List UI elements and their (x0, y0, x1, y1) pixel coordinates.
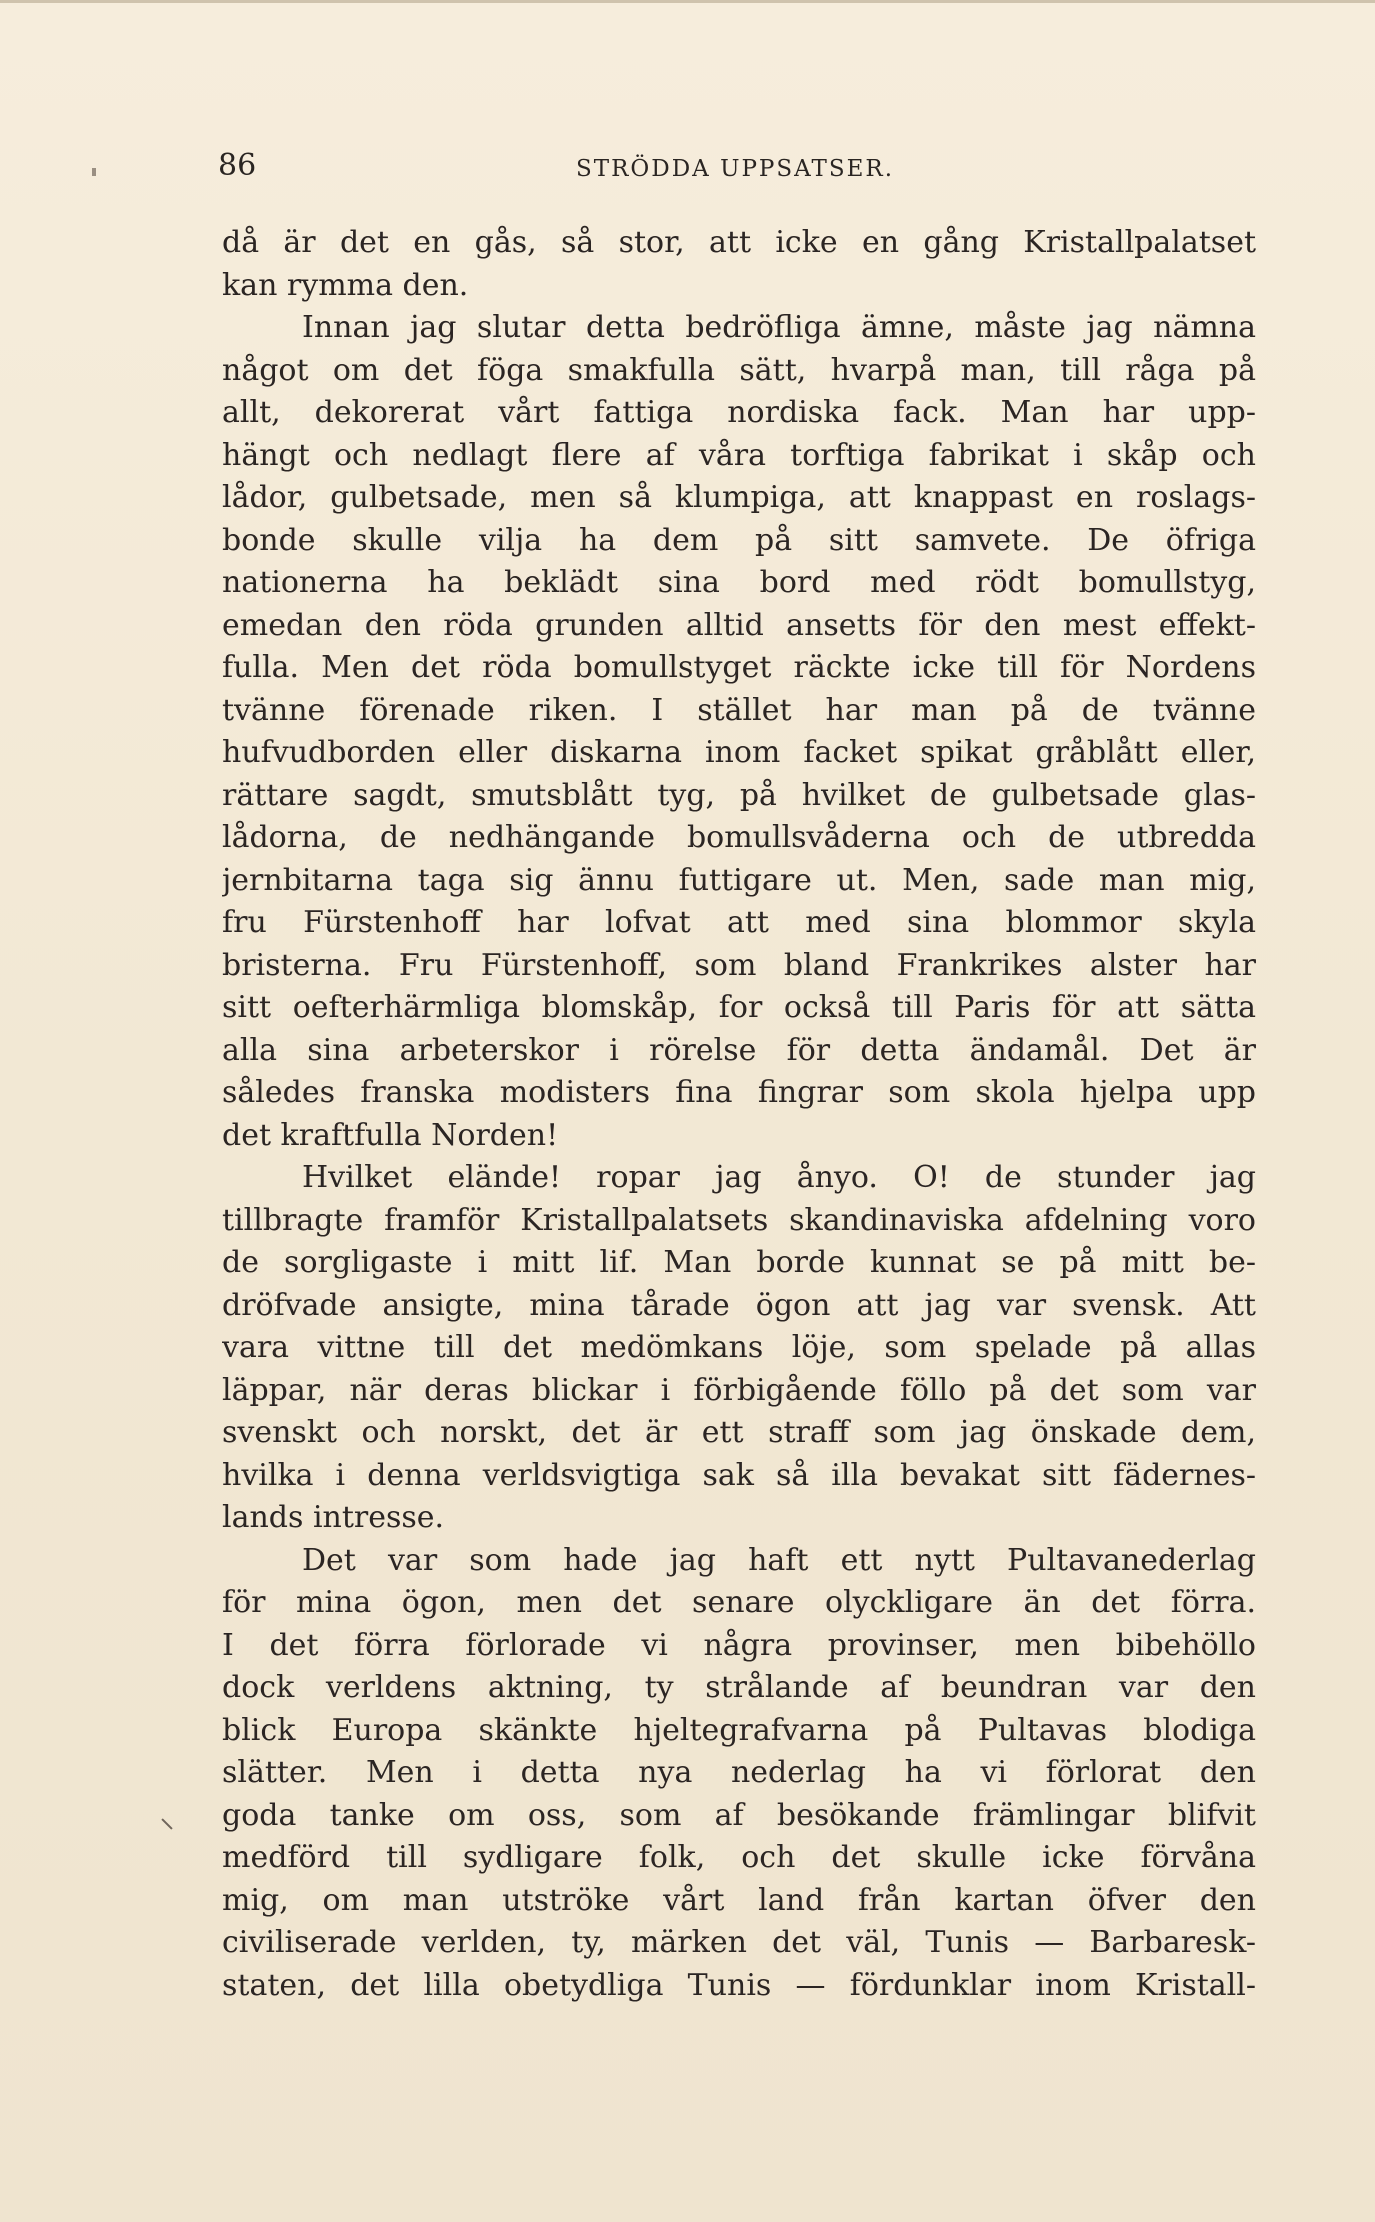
text-line: för mina ögon, men det senare olyckligare än det förra. (222, 1585, 1256, 1620)
text-line: tvänne förenade riken. I stället har man på de tvänne (222, 692, 1256, 728)
text-line: blick Europa skänkte hjeltegrafvarna på Pultavas blodiga (222, 1712, 1256, 1748)
text-line: de sorgligaste i mitt lif. Man borde kunnat se på mitt be- (222, 1245, 1256, 1280)
text-line: då är det en gås, så stor, att icke en gång Kristallpalatset (222, 225, 1256, 260)
text-line: dock verldens aktning, ty strålande af beundran var den (222, 1670, 1256, 1705)
text-line: kan rymma den. (222, 267, 469, 303)
text-line: läppar, när deras blickar i förbigående föllo på det som var (222, 1372, 1256, 1408)
top-edge-rule (0, 0, 1375, 3)
text-line: hvilka i denna verldsvigtiga sak så illa bevakat sitt fädernes- (222, 1457, 1256, 1493)
page-header (218, 148, 1218, 188)
margin-speck (92, 168, 96, 176)
text-line: tillbragte framför Kristallpalatsets skandinaviska afdelning voro (222, 1202, 1256, 1238)
text-line: alla sina arbeterskor i rörelse för detta ändamål. Det är (222, 1032, 1256, 1068)
text-line: goda tanke om oss, som af besökande främlingar blifvit (222, 1797, 1256, 1833)
text-line: bonde skulle vilja ha dem på sitt samvete. De öfriga (222, 522, 1256, 558)
text-line: något om det föga smakfulla sätt, hvarpå man, till råga på (222, 352, 1256, 388)
text-line: jernbitarna taga sig ännu futtigare ut. Men, sade man mig, (222, 862, 1256, 898)
text-line: bristerna. Fru Fürstenhoff, som bland Frankrikes alster har (222, 947, 1256, 983)
text-line: allt, dekorerat vårt fattiga nordiska fack. Man har upp- (222, 395, 1256, 430)
text-line: Det var som hade jag haft ett nytt Pultavanederlag (302, 1542, 1256, 1578)
text-line: lands intresse. (222, 1500, 445, 1535)
text-line: lådor, gulbetsade, men så klumpiga, att knappast en roslags- (222, 480, 1256, 515)
text-line: fru Fürstenhoff har lofvat att med sina blommor skyla (222, 905, 1256, 940)
running-head: STRÖDDA UPPSATSER. (576, 156, 895, 182)
text-line: civiliserade verlden, ty, märken det väl, Tunis — Barbaresk- (222, 1925, 1256, 1960)
text-line: nationerna ha beklädt sina bord med rödt bomullstyg, (222, 565, 1256, 600)
text-line: vara vittne till det medömkans löje, som spelade på allas (222, 1330, 1256, 1365)
margin-mark (161, 1818, 172, 1829)
text-line: lådorna, de nedhängande bomullsvåderna och de utbredda (222, 820, 1256, 855)
text-line: rättare sagdt, smutsblått tyg, på hvilket de gulbetsade glas- (222, 777, 1256, 813)
text-line: I det förra förlorade vi några provinser, men bibehöllo (222, 1627, 1256, 1663)
text-line: Hvilket elände! ropar jag ånyo. O! de stunder jag (302, 1160, 1256, 1195)
text-line: hufvudborden eller diskarna inom facket spikat gråblått eller, (222, 735, 1256, 770)
text-line: således franska modisters fina fingrar som skola hjelpa upp (222, 1075, 1256, 1110)
text-line: slätter. Men i detta nya nederlag ha vi förlorat den (222, 1755, 1256, 1790)
text-line: dröfvade ansigte, mina tårade ögon att jag var svensk. Att (222, 1287, 1256, 1323)
text-line: svenskt och norskt, det är ett straff som jag önskade dem, (222, 1415, 1256, 1450)
text-line: medförd till sydligare folk, och det skulle icke förvåna (222, 1840, 1256, 1875)
text-line: det kraftfulla Norden! (222, 1117, 559, 1153)
page-number: 86 (218, 148, 257, 183)
text-line: emedan den röda grunden alltid ansetts för den mest effekt- (222, 607, 1256, 643)
text-line: mig, om man utströke vårt land från kartan öfver den (222, 1882, 1256, 1918)
body-text (222, 222, 1256, 2007)
text-line: sitt oefterhärmliga blomskåp, for också till Paris för att sätta (222, 990, 1256, 1025)
text-line: staten, det lilla obetydliga Tunis — fördunklar inom Kristall- (222, 1967, 1256, 2003)
text-line: hängt och nedlagt flere af våra torftiga fabrikat i skåp och (222, 437, 1256, 473)
text-line: fulla. Men det röda bomullstyget räckte icke till för Nordens (222, 650, 1256, 685)
text-line: Innan jag slutar detta bedröfliga ämne, måste jag nämna (302, 310, 1256, 345)
